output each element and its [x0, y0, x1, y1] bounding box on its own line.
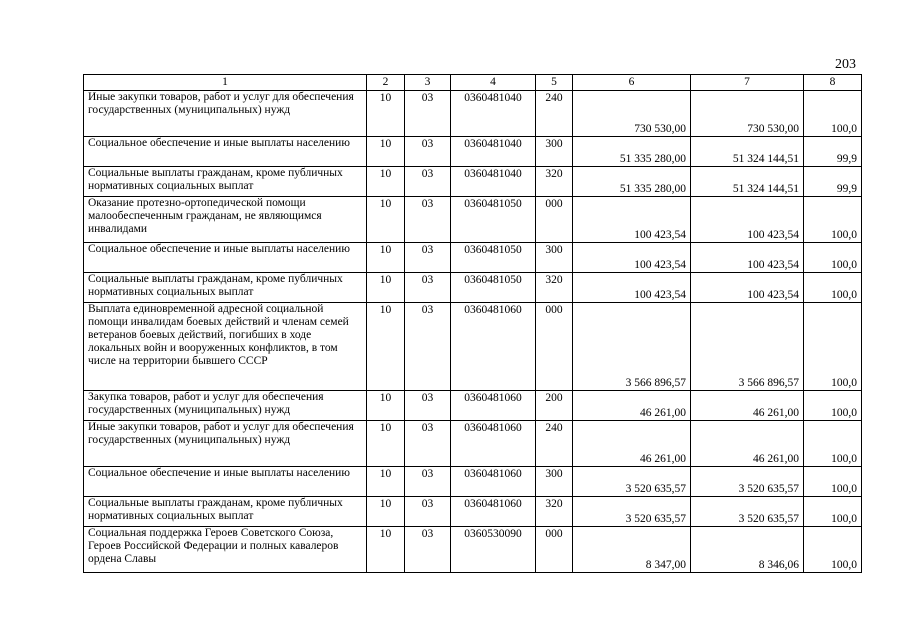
- table-row: [84, 167, 862, 197]
- table-row: [84, 303, 862, 391]
- cell-expense-type: 240: [536, 91, 573, 137]
- header-cell: 8: [804, 75, 862, 91]
- cell-executed: 46 261,00: [691, 421, 804, 467]
- cell-executed: 3 520 635,57: [691, 467, 804, 497]
- cell-percent: 99,9: [804, 137, 862, 167]
- cell-target-code: 0360481060: [451, 391, 536, 421]
- cell-subsection: 03: [405, 421, 451, 467]
- cell-subsection: 03: [405, 527, 451, 573]
- cell-expense-type: 000: [536, 197, 573, 243]
- row-name: Социальное обеспечение и иные выплаты населению: [84, 243, 367, 273]
- table-row: [84, 497, 862, 527]
- row-name: Выплата единовременной адресной социальной помощи инвалидам боевых действий и членам семей ветеранов боевых действий, погибших в ходе локальных войн и вооруженных конфликтов, в том числе на территории бывшего СССР: [84, 303, 367, 391]
- cell-executed: 100 423,54: [691, 197, 804, 243]
- cell-planned: 730 530,00: [573, 91, 691, 137]
- row-name: Закупка товаров, работ и услуг для обеспечения государственных (муниципальных) нужд: [84, 391, 367, 421]
- row-name: Социальные выплаты гражданам, кроме публичных нормативных социальных выплат: [84, 273, 367, 303]
- row-name: Иные закупки товаров, работ и услуг для обеспечения государственных (муниципальных) нужд: [84, 421, 367, 467]
- cell-target-code: 0360481060: [451, 303, 536, 391]
- cell-planned: 100 423,54: [573, 273, 691, 303]
- cell-subsection: 03: [405, 197, 451, 243]
- cell-target-code: 0360481060: [451, 497, 536, 527]
- cell-section: 10: [367, 467, 405, 497]
- cell-target-code: 0360481060: [451, 467, 536, 497]
- table-row: [84, 137, 862, 167]
- cell-subsection: 03: [405, 167, 451, 197]
- cell-expense-type: 000: [536, 303, 573, 391]
- cell-target-code: 0360481040: [451, 167, 536, 197]
- cell-percent: 100,0: [804, 391, 862, 421]
- cell-executed: 51 324 144,51: [691, 137, 804, 167]
- cell-expense-type: 240: [536, 421, 573, 467]
- cell-target-code: 0360481060: [451, 421, 536, 467]
- cell-planned: 100 423,54: [573, 243, 691, 273]
- table-row: [84, 391, 862, 421]
- cell-subsection: 03: [405, 91, 451, 137]
- page-number: 203: [835, 57, 856, 72]
- cell-section: 10: [367, 91, 405, 137]
- header-cell: 3: [405, 75, 451, 91]
- budget-table: [83, 74, 862, 573]
- cell-section: 10: [367, 167, 405, 197]
- header-cell: 1: [84, 75, 367, 91]
- row-name: Социальные выплаты гражданам, кроме публичных нормативных социальных выплат: [84, 497, 367, 527]
- row-name: Оказание протезно-ортопедической помощи малообеспеченным гражданам, не являющимся инвалидами: [84, 197, 367, 243]
- cell-section: 10: [367, 137, 405, 167]
- cell-executed: 8 346,06: [691, 527, 804, 573]
- cell-percent: 100,0: [804, 497, 862, 527]
- cell-subsection: 03: [405, 273, 451, 303]
- cell-section: 10: [367, 197, 405, 243]
- cell-percent: 100,0: [804, 197, 862, 243]
- cell-expense-type: 320: [536, 497, 573, 527]
- cell-executed: 100 423,54: [691, 273, 804, 303]
- table-row: [84, 273, 862, 303]
- cell-target-code: 0360481050: [451, 243, 536, 273]
- cell-section: 10: [367, 273, 405, 303]
- cell-expense-type: 200: [536, 391, 573, 421]
- table-row: [84, 421, 862, 467]
- cell-executed: 51 324 144,51: [691, 167, 804, 197]
- table-row: [84, 197, 862, 243]
- cell-section: 10: [367, 421, 405, 467]
- cell-planned: 3 520 635,57: [573, 497, 691, 527]
- cell-percent: 100,0: [804, 467, 862, 497]
- cell-percent: 100,0: [804, 421, 862, 467]
- cell-percent: 100,0: [804, 91, 862, 137]
- row-name: Социальное обеспечение и иные выплаты населению: [84, 467, 367, 497]
- cell-expense-type: 000: [536, 527, 573, 573]
- cell-percent: 100,0: [804, 243, 862, 273]
- cell-executed: 3 566 896,57: [691, 303, 804, 391]
- cell-expense-type: 320: [536, 273, 573, 303]
- cell-expense-type: 300: [536, 243, 573, 273]
- cell-executed: 730 530,00: [691, 91, 804, 137]
- cell-planned: 3 520 635,57: [573, 467, 691, 497]
- cell-planned: 8 347,00: [573, 527, 691, 573]
- cell-section: 10: [367, 303, 405, 391]
- cell-target-code: 0360481040: [451, 137, 536, 167]
- cell-percent: 100,0: [804, 303, 862, 391]
- cell-section: 10: [367, 243, 405, 273]
- cell-planned: 100 423,54: [573, 197, 691, 243]
- table-row: [84, 467, 862, 497]
- cell-target-code: 0360481040: [451, 91, 536, 137]
- header-cell: 7: [691, 75, 804, 91]
- cell-executed: 46 261,00: [691, 391, 804, 421]
- cell-executed: 100 423,54: [691, 243, 804, 273]
- header-cell: 4: [451, 75, 536, 91]
- header-cell: 2: [367, 75, 405, 91]
- cell-section: 10: [367, 391, 405, 421]
- cell-planned: 51 335 280,00: [573, 137, 691, 167]
- cell-target-code: 0360530090: [451, 527, 536, 573]
- row-name: Социальная поддержка Героев Советского Союза, Героев Российской Федерации и полных кавалеров ордена Славы: [84, 527, 367, 573]
- cell-target-code: 0360481050: [451, 197, 536, 243]
- row-name: Иные закупки товаров, работ и услуг для обеспечения государственных (муниципальных) нужд: [84, 91, 367, 137]
- cell-planned: 46 261,00: [573, 391, 691, 421]
- row-name: Социальное обеспечение и иные выплаты населению: [84, 137, 367, 167]
- table-row: [84, 527, 862, 573]
- table-row: [84, 243, 862, 273]
- cell-subsection: 03: [405, 303, 451, 391]
- cell-subsection: 03: [405, 497, 451, 527]
- cell-percent: 100,0: [804, 527, 862, 573]
- cell-planned: 46 261,00: [573, 421, 691, 467]
- cell-section: 10: [367, 527, 405, 573]
- cell-subsection: 03: [405, 391, 451, 421]
- cell-planned: 51 335 280,00: [573, 167, 691, 197]
- cell-expense-type: 300: [536, 467, 573, 497]
- cell-section: 10: [367, 497, 405, 527]
- header-cell: 5: [536, 75, 573, 91]
- cell-subsection: 03: [405, 243, 451, 273]
- cell-target-code: 0360481050: [451, 273, 536, 303]
- cell-percent: 99,9: [804, 167, 862, 197]
- cell-executed: 3 520 635,57: [691, 497, 804, 527]
- table-row: [84, 91, 862, 137]
- row-name: Социальные выплаты гражданам, кроме публичных нормативных социальных выплат: [84, 167, 367, 197]
- cell-planned: 3 566 896,57: [573, 303, 691, 391]
- cell-subsection: 03: [405, 467, 451, 497]
- cell-expense-type: 300: [536, 137, 573, 167]
- cell-percent: 100,0: [804, 273, 862, 303]
- header-cell: 6: [573, 75, 691, 91]
- cell-expense-type: 320: [536, 167, 573, 197]
- cell-subsection: 03: [405, 137, 451, 167]
- header-row: [84, 75, 862, 91]
